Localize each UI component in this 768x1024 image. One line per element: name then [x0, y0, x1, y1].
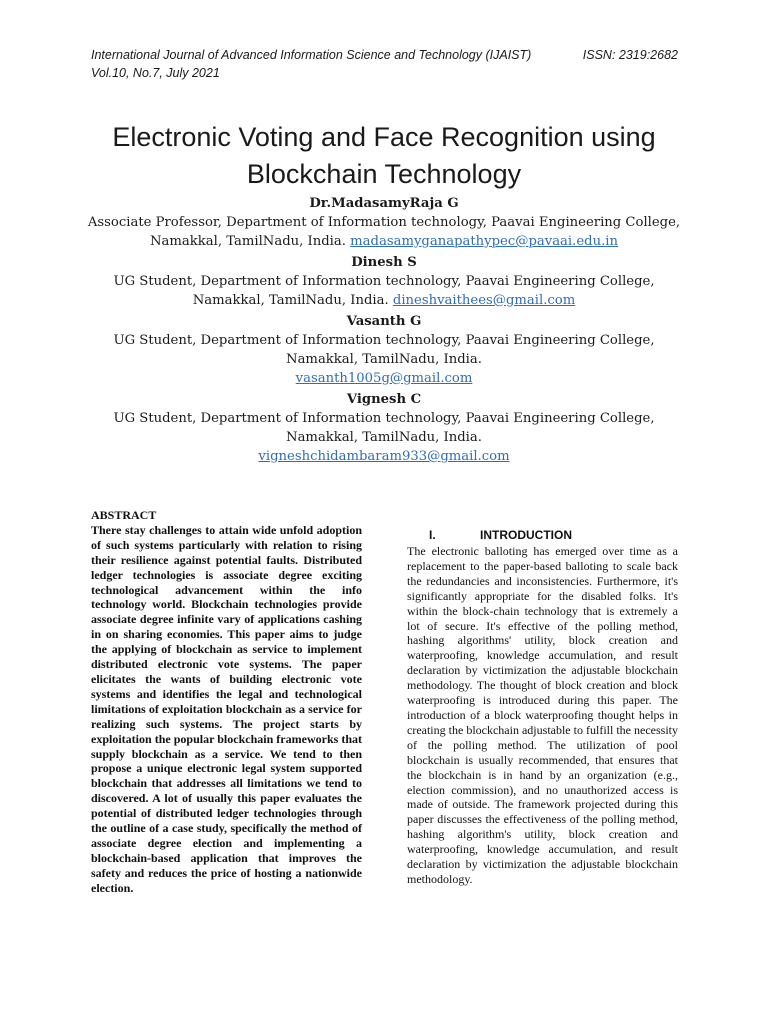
- author-name: Dinesh S: [351, 255, 417, 270]
- author-1: [80, 194, 688, 251]
- author-affiliation: UG Student, Department of Information technology, Paavai Engineering College, Namakkal, TamilNadu, India.: [113, 411, 655, 445]
- section-title: INTRODUCTION: [480, 528, 572, 542]
- paper-title: Electronic Voting and Face Recognition using Blockchain Technology: [112, 122, 656, 189]
- author-name: Vignesh C: [346, 392, 422, 407]
- abstract-text: There stay challenges to attain wide unfold adoption of such systems particularly with relation to rising their resilience against potential faults. Distributed ledger technologies is associate degree exciting technological advancement within the info technology world. Blockchain technologies provide associate degree infinite vary of applications cashing in on sharing economies. This paper aims to judge the applying of blockchain as service to implement distributed electronic vote systems. The paper elicitates the wants of building electronic vote systems and identifies the legal and technological limitations of exploitation blockchain as a service for realizing such systems. The project starts by exploitation the popular blockchain frameworks that supply blockchain as a service. We tend to then propose a unique electronic legal system supported blockchain that addresses all limitations we tend to discovered. A lot of usually this paper evaluates the potential of distributed ledger technologies through the outline of a case study, specifically the method of associate degree election and implementing a blockchain-based application that improves the safety and reduces the price of hosting a nationwide election.: [91, 522, 362, 895]
- author-email-link[interactable]: vasanth1005g@gmail.com: [295, 371, 473, 386]
- introduction-section: [407, 528, 678, 887]
- author-affiliation: UG Student, Department of Information technology, Paavai Engineering College, Namakkal, TamilNadu, India.: [113, 333, 655, 367]
- introduction-text: The electronic balloting has emerged over time as a replacement to the paper-based balloting to scale back the redundancies and inconsistencies. Furthermore, it's significantly appropriate for the disabled folks. It's within the block-chain technology that is extremely a lot of secure. It's effective of the polling method, hashing algorithms' utility, block creation and waterproofing, knowledge accumulation, and result declaration by victimization the adjustable blockchain methodology. The thought of block creation and block waterproofing is introduced during this paper. The introduction of a block waterproofing thought helps in creating the blockchain adjustable to fulfill the necessity of the polling method. The utilization of pool blockchain is usually recommended, that ensures that the blockchain is in hand by an organization (e.g., election commission), and no unauthorized access is made of outside. The framework projected during this paper discusses the effectiveness of the polling method, hashing algorithm's utility, block creation and waterproofing, knowledge accumulation, and result declaration by victimization the adjustable blockchain methodology.: [407, 544, 678, 886]
- journal-header: [91, 46, 531, 82]
- author-2: [80, 253, 688, 310]
- author-affiliation: UG Student, Department of Information technology, Paavai Engineering College, Namakkal, TamilNadu, India.: [113, 274, 655, 308]
- author-email-link[interactable]: dineshvaithees@gmail.com: [392, 293, 576, 308]
- abstract-heading: ABSTRACT: [91, 508, 157, 522]
- author-name: Vasanth G: [346, 314, 422, 329]
- author-email-link[interactable]: madasamyganapathypec@pavaai.edu.in: [350, 234, 618, 249]
- author-name: Dr.MadasamyRaja G: [309, 196, 459, 211]
- author-email-link[interactable]: vigneshchidambaram933@gmail.com: [258, 449, 510, 464]
- journal-issn: ISSN: 2319:2682: [582, 48, 678, 62]
- abstract-section: [91, 508, 362, 896]
- section-number: I.: [429, 528, 436, 542]
- author-affiliation: Associate Professor, Department of Information technology, Paavai Engineering College, Namakkal, TamilNadu, India.: [87, 215, 681, 249]
- introduction-heading: [407, 528, 678, 542]
- author-3: [80, 312, 688, 388]
- journal-name: International Journal of Advanced Information Science and Technology (IJAIST): [91, 48, 532, 62]
- author-4: [80, 390, 688, 466]
- journal-volume: Vol.10, No.7, July 2021: [91, 66, 220, 80]
- author-block: [80, 194, 688, 466]
